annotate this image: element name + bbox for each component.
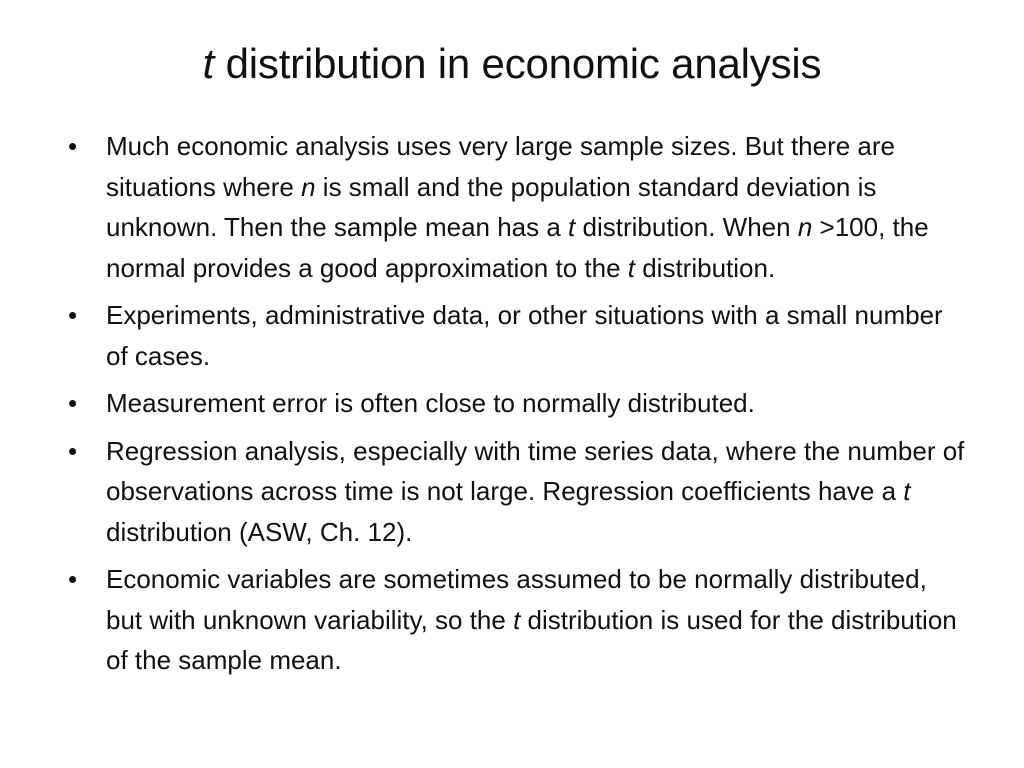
- bullet-item: [68, 126, 968, 288]
- bullet-segment: Much economic analysis uses very large sample sizes. But there are situations where: [106, 131, 896, 202]
- bullet-segment: Economic variables are sometimes assumed to be normally distributed, but with unknown variability, so the: [106, 564, 927, 635]
- bullet-segment-italic: t: [513, 604, 521, 635]
- slide-title: [0, 34, 1024, 94]
- bullet-segment: distribution. When: [575, 212, 798, 242]
- bullet-segment: distribution (ASW, Ch. 12).: [106, 516, 413, 547]
- bullet-segment: Measurement error is often close to normally distributed.: [106, 388, 755, 418]
- bullet-icon: •: [68, 300, 78, 330]
- bullet-segment: Experiments, administrative data, or other situations with a small number of cases.: [106, 300, 943, 371]
- title-text: distribution in economic analysis: [214, 40, 822, 87]
- bullet-item: [68, 431, 968, 553]
- bullet-segment: is small and the population standard deviation is unknown. Then the sample mean has a: [106, 171, 877, 242]
- bullet-segment: Regression analysis, especially with time series data, where the number of observations across time is not large. Regression coefficients have a: [106, 435, 965, 506]
- bullet-segment-italic: n: [797, 212, 813, 242]
- bullet-list: [68, 126, 968, 688]
- bullet-segment-italic: t: [627, 252, 635, 283]
- bullet-segment-italic: t: [903, 476, 911, 506]
- bullet-icon: •: [68, 388, 78, 418]
- bullet-segment: distribution.: [635, 252, 776, 283]
- title-italic-t: t: [202, 40, 215, 87]
- bullet-segment-italic: n: [301, 171, 316, 202]
- bullet-item: [68, 383, 968, 424]
- bullet-segment-italic: t: [568, 212, 576, 242]
- bullet-segment: >100, the normal provides a good approximation to the: [106, 212, 929, 283]
- bullet-item: [68, 295, 968, 376]
- bullet-item: [68, 559, 968, 681]
- bullet-icon: •: [68, 131, 78, 161]
- bullet-icon: •: [68, 564, 78, 594]
- bullet-segment: distribution is used for the distribution of the sample mean.: [106, 604, 957, 675]
- bullet-icon: •: [68, 435, 78, 466]
